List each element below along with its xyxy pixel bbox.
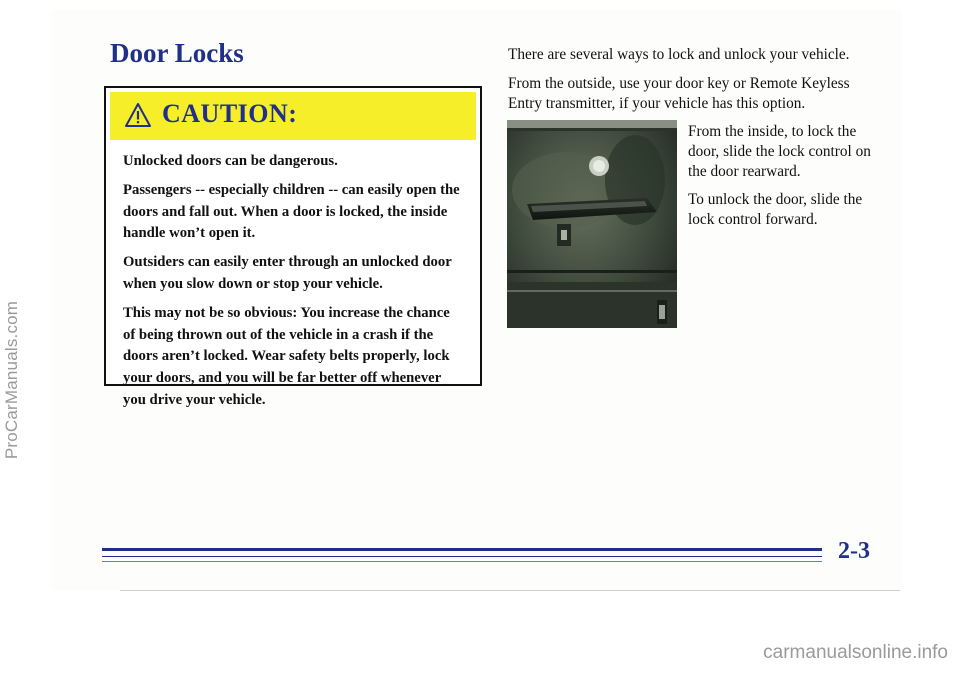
- caution-header: [110, 92, 476, 140]
- caution-body: [123, 151, 461, 419]
- caution-paragraph: This may not be so obvious: You increase the chance of being thrown out of the vehicle in a crash if the doors aren’t locked. Wear safety belts properly, lock your doors, and you will be far better off whenever you drive your vehicle.: [123, 304, 450, 408]
- footer-rule-thin: [102, 556, 822, 557]
- page-edge-rule: [120, 590, 900, 591]
- intro-paragraph: There are several ways to lock and unlock your vehicle.: [508, 46, 850, 63]
- footer-rule-thin: [102, 561, 822, 562]
- inside-paragraph: From the inside, to lock the door, slide the lock control on the door rearward.: [688, 123, 871, 180]
- footer-rule-thick: [102, 548, 822, 551]
- page-number: 2-3: [838, 538, 870, 564]
- door-lock-photo: [507, 120, 677, 328]
- side-watermark-text: ProCarManuals.com: [2, 300, 21, 460]
- intro-paragraph: From the outside, use your door key or Remote Keyless Entry transmitter, if your vehicle has this option.: [508, 75, 850, 112]
- warning-triangle-icon: [124, 102, 152, 128]
- intro-text: [508, 45, 880, 123]
- caution-paragraph: Unlocked doors can be dangerous.: [123, 153, 338, 169]
- caution-label: CAUTION:: [162, 99, 298, 128]
- caution-paragraph: Outsiders can easily enter through an unlocked door when you slow down or stop your vehicle.: [123, 254, 452, 292]
- caution-paragraph: Passengers -- especially children -- can easily open the doors and fall out. When a door is locked, the inside handle won’t open it.: [123, 181, 460, 242]
- section-title: Door Locks: [110, 38, 244, 68]
- caution-box: [104, 86, 482, 408]
- door-lock-illustration: [507, 120, 677, 328]
- inside-lock-text: [688, 122, 878, 238]
- inside-paragraph: To unlock the door, slide the lock control forward.: [688, 191, 863, 228]
- footer-watermark: carmanualsonline.info: [763, 642, 948, 663]
